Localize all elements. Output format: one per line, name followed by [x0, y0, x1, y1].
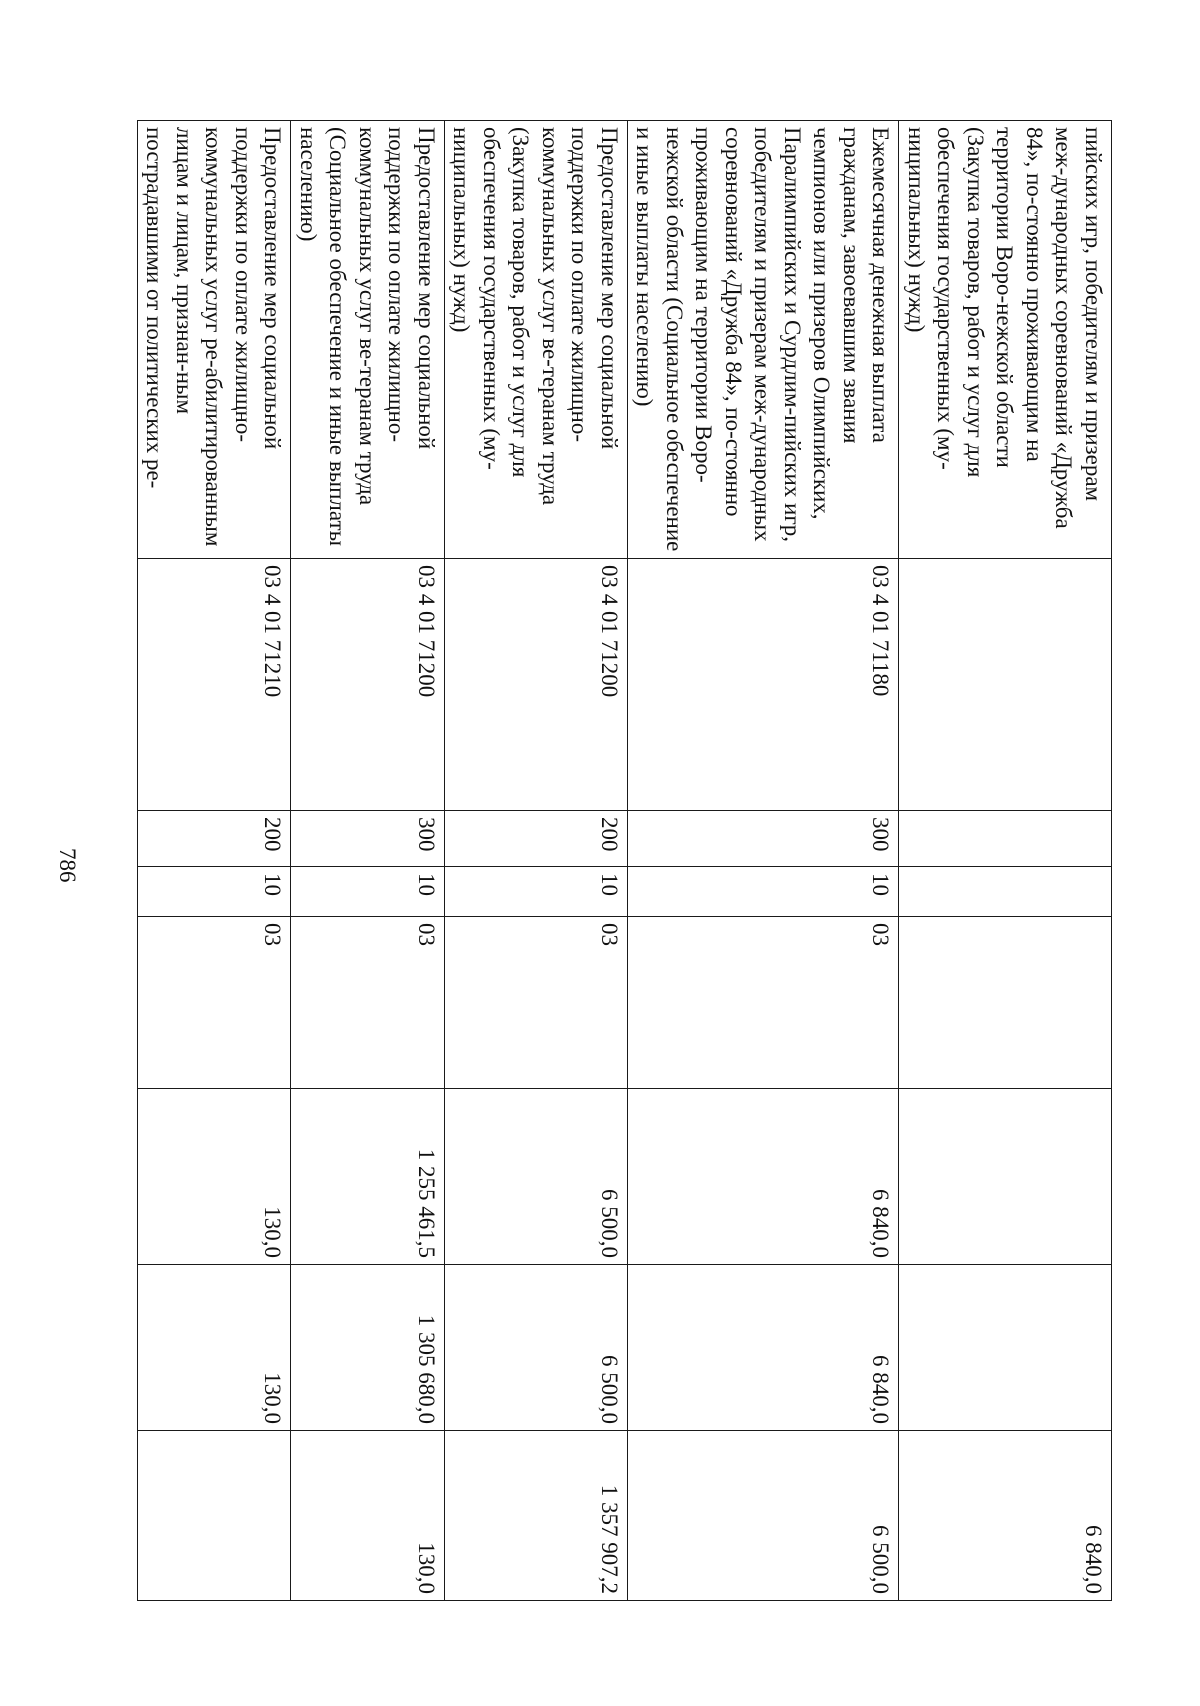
amount-cell-1: 1 255 461,5 [291, 1089, 445, 1265]
amount-cell-3 [138, 1431, 292, 1601]
amount-cell-3: 130,0 [291, 1431, 445, 1601]
budget-table-rotated [142, 120, 1112, 1600]
amount-cell-3: 6 500,0 [628, 1431, 900, 1601]
expense-type-cell: 300 [628, 811, 900, 867]
amount-cell-3: 1 357 907,2 [445, 1431, 628, 1601]
expense-type-cell: 200 [138, 811, 292, 867]
row-name-cell: Предоставление мер социальной поддержки по оплате жилищно-коммунальных услуг ве-теранам труда (Социальное обеспечение и иные выплаты населению) [291, 121, 445, 559]
row-name-cell: Предоставление мер социальной поддержки по оплате жилищно-коммунальных услуг ве-теранам труда (Закупка товаров, работ и услуг для обеспечения государственных (му-ниципальных) нужд) [445, 121, 628, 559]
amount-cell-2: 6 500,0 [445, 1265, 628, 1431]
subsection-cell [899, 917, 1112, 1089]
row-name-cell: Ежемесячная денежная выплата гражданам, завоевавшим звания чемпионов или призеров Олимпийских, Паралимпийских и Сурдлим-пийских игр, победителям и призерам меж-дународных соревнований «Дружба 84», по-стоянно проживающим на территории Воро-нежской области (Социальное обеспечение и иные выплаты населению) [628, 121, 900, 559]
subsection-cell: 03 [138, 917, 292, 1089]
amount-cell-3: 6 840,0 [899, 1431, 1112, 1601]
subsection-cell: 03 [445, 917, 628, 1089]
amount-cell-1: 6 500,0 [445, 1089, 628, 1265]
section-cell: 10 [445, 867, 628, 917]
target-code-cell: 03 4 01 71200 [445, 559, 628, 811]
expense-type-cell: 300 [291, 811, 445, 867]
amount-cell-2: 1 305 680,0 [291, 1265, 445, 1431]
table-row [445, 121, 628, 1601]
row-name-cell: Предоставление мер социальной поддержки по оплате жилищно-коммунальных услуг ре-абилитированным лицам и лицам, признан-ным пострадавшими от политических ре- [138, 121, 292, 559]
target-code-cell: 03 4 01 71210 [138, 559, 292, 811]
table-row [291, 121, 445, 1601]
table-row [138, 121, 292, 1601]
target-code-cell: 03 4 01 71200 [291, 559, 445, 811]
section-cell: 10 [291, 867, 445, 917]
amount-cell-1: 130,0 [138, 1089, 292, 1265]
row-name-cell: пийских игр, победителям и призерам меж-дународных соревнований «Дружба 84», по-стоянно проживающим на территории Воро-нежской области (Закупка товаров, работ и услуг для обеспечения государственных (му-ниципальных) нужд) [899, 121, 1112, 559]
expense-type-cell [899, 811, 1112, 867]
amount-cell-2 [899, 1265, 1112, 1431]
amount-cell-2: 130,0 [138, 1265, 292, 1431]
subsection-cell: 03 [291, 917, 445, 1089]
amount-cell-1: 6 840,0 [628, 1089, 900, 1265]
section-cell: 10 [628, 867, 900, 917]
subsection-cell: 03 [628, 917, 900, 1089]
table-row [628, 121, 900, 1601]
amount-cell-2: 6 840,0 [628, 1265, 900, 1431]
budget-table [137, 120, 1112, 1601]
target-code-cell: 03 4 01 71180 [628, 559, 900, 811]
section-cell [899, 867, 1112, 917]
amount-cell-1 [899, 1089, 1112, 1265]
page-number: 786 [55, 848, 80, 883]
section-cell: 10 [138, 867, 292, 917]
target-code-cell [899, 559, 1112, 811]
expense-type-cell: 200 [445, 811, 628, 867]
table-row [899, 121, 1112, 1601]
